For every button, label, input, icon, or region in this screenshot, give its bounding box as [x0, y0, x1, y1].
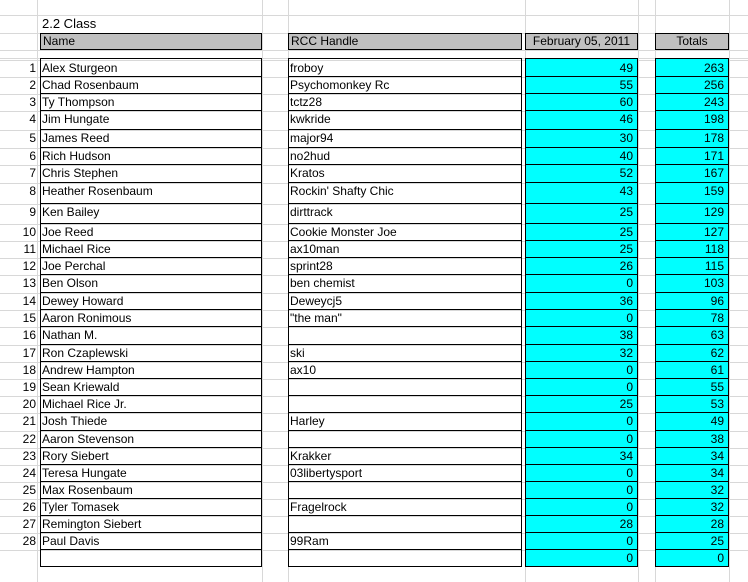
total-cell[interactable]: 129	[703, 205, 724, 219]
date-score-cell[interactable]: 32	[619, 346, 633, 360]
gridline-vertical	[729, 0, 730, 582]
name-cell[interactable]: Aaron Stevenson	[42, 432, 135, 446]
name-cell[interactable]: Teresa Hungate	[42, 466, 127, 480]
name-cell[interactable]: Nathan M.	[42, 328, 98, 342]
name-cell[interactable]: Chad Rosenbaum	[42, 78, 139, 92]
name-cell[interactable]: Aaron Ronimous	[42, 311, 132, 325]
name-cell[interactable]: Ben Olson	[42, 276, 99, 290]
row-number[interactable]: 10	[22, 225, 36, 239]
row-number[interactable]: 13	[22, 276, 36, 290]
rcc-handle-cell[interactable]: Psychomonkey Rc	[290, 78, 390, 92]
rcc-handle-cell[interactable]: Harley	[290, 414, 325, 428]
gridline-vertical	[262, 0, 263, 582]
row-number[interactable]: 2	[29, 78, 36, 92]
total-cell[interactable]: 243	[703, 95, 724, 109]
total-cell[interactable]: 198	[703, 112, 724, 126]
name-cell[interactable]: Josh Thiede	[42, 414, 108, 428]
name-cell[interactable]: Ty Thompson	[42, 95, 115, 109]
row-number[interactable]: 25	[22, 483, 36, 497]
name-cell[interactable]: Remington Siebert	[42, 517, 142, 531]
name-cell[interactable]: Michael Rice Jr.	[42, 397, 127, 411]
row-number[interactable]: 16	[22, 328, 36, 342]
date-score-cell[interactable]: 0	[626, 363, 633, 377]
total-cell[interactable]: 171	[703, 149, 724, 163]
date-score-cell[interactable]: 34	[619, 449, 633, 463]
row-number[interactable]: 23	[22, 449, 36, 463]
rcc-handle-cell[interactable]: Rockin' Shafty Chic	[290, 184, 394, 198]
total-cell[interactable]: 178	[703, 131, 724, 145]
date-score-cell[interactable]: 38	[619, 328, 633, 342]
row-number[interactable]: 20	[22, 397, 36, 411]
date-score-cell[interactable]: 40	[619, 149, 633, 163]
row-number[interactable]: 7	[29, 166, 36, 180]
sheet-title[interactable]: 2.2 Class	[42, 16, 97, 31]
rcc-handle-cell[interactable]: Deweycj5	[290, 294, 343, 308]
date-score-cell[interactable]: 46	[619, 112, 633, 126]
date-score-cell[interactable]: 25	[619, 205, 633, 219]
date-score-cell[interactable]: 25	[619, 242, 633, 256]
date-score-cell[interactable]: 30	[619, 131, 633, 145]
name-cell[interactable]: Paul Davis	[42, 534, 100, 548]
name-cell[interactable]: Sean Kriewald	[42, 380, 120, 394]
row-number[interactable]: 12	[22, 259, 36, 273]
date-score-cell[interactable]: 26	[619, 259, 633, 273]
date-score-cell[interactable]: 43	[619, 184, 633, 198]
total-cell[interactable]: 167	[703, 166, 724, 180]
total-cell[interactable]: 96	[710, 294, 724, 308]
row-number[interactable]: 15	[22, 311, 36, 325]
row-number[interactable]: 21	[22, 414, 36, 428]
date-score-cell[interactable]: 25	[619, 397, 633, 411]
name-cell[interactable]: Max Rosenbaum	[42, 483, 133, 497]
date-score-cell[interactable]: 0	[626, 380, 633, 394]
gridline-vertical	[638, 0, 639, 582]
rcc-handle-cell[interactable]	[289, 516, 521, 533]
total-cell[interactable]: 32	[710, 500, 724, 514]
rcc-handle-cell[interactable]: ski	[290, 346, 305, 360]
date-score-cell[interactable]: 49	[619, 61, 633, 75]
total-cell[interactable]: 0	[717, 551, 724, 565]
rcc-handle-cell[interactable]: Cookie Monster Joe	[290, 225, 397, 239]
date-score-cell[interactable]: 0	[626, 483, 633, 497]
row-number[interactable]: 3	[29, 95, 36, 109]
row-number[interactable]: 27	[22, 517, 36, 531]
date-score-cell[interactable]: 0	[626, 466, 633, 480]
date-score-cell[interactable]: 25	[619, 225, 633, 239]
name-cell[interactable]: Joe Reed	[42, 225, 94, 239]
name-cell[interactable]: Michael Rice	[42, 242, 111, 256]
rcc-handle-cell[interactable]: dirttrack	[290, 205, 333, 219]
rcc-handle-cell[interactable]	[289, 550, 521, 567]
date-score-cell[interactable]: 0	[626, 311, 633, 325]
row-number[interactable]	[0, 550, 36, 567]
rcc-handle-cell[interactable]: Krakker	[290, 449, 332, 463]
rcc-handle-cell[interactable]: sprint28	[290, 259, 333, 273]
rcc-handle-cell[interactable]: Fragelrock	[290, 500, 347, 514]
rcc-handle-cell[interactable]: no2hud	[290, 149, 331, 163]
row-number[interactable]: 4	[29, 112, 36, 126]
total-cell[interactable]: 25	[710, 534, 724, 548]
name-cell[interactable]: Jim Hungate	[42, 112, 110, 126]
row-number[interactable]: 11	[23, 242, 36, 256]
gridline-horizontal	[0, 50, 748, 51]
header-name[interactable]: Name	[40, 33, 262, 50]
date-score-cell[interactable]: 60	[619, 95, 633, 109]
total-cell[interactable]: 78	[710, 311, 724, 325]
date-score-cell[interactable]: 0	[626, 500, 633, 514]
name-cell[interactable]: Andrew Hampton	[42, 363, 135, 377]
total-cell[interactable]: 256	[703, 78, 724, 92]
row-number[interactable]: 19	[22, 380, 36, 394]
name-cell[interactable]: Joe Perchal	[42, 259, 106, 273]
gridline-horizontal	[0, 15, 748, 16]
rcc-handle-cell[interactable]: major94	[290, 131, 334, 145]
total-cell[interactable]: 263	[703, 61, 724, 75]
row-number[interactable]: 6	[29, 149, 36, 163]
row-number[interactable]: 26	[22, 500, 36, 514]
row-number[interactable]: 18	[22, 363, 36, 377]
rcc-handle-cell[interactable]: 99Ram	[290, 534, 329, 548]
date-score-cell[interactable]: 0	[626, 414, 633, 428]
row-number[interactable]: 24	[22, 466, 36, 480]
header-totals[interactable]: Totals	[655, 33, 729, 50]
total-cell[interactable]: 55	[710, 380, 724, 394]
total-cell[interactable]: 53	[710, 397, 724, 411]
rcc-handle-cell[interactable]: froboy	[290, 61, 324, 75]
total-cell[interactable]: 38	[710, 432, 724, 446]
name-cell[interactable]: Tyler Tomasek	[42, 500, 120, 514]
row-number[interactable]: 28	[22, 534, 36, 548]
rcc-handle-cell[interactable]: Kratos	[290, 166, 325, 180]
name-cell[interactable]: Rory Siebert	[42, 449, 109, 463]
rcc-handle-cell[interactable]	[289, 482, 521, 499]
total-cell[interactable]: 34	[710, 466, 724, 480]
rcc-handle-cell[interactable]: kwkride	[290, 112, 331, 126]
total-cell[interactable]: 127	[703, 225, 724, 239]
date-score-cell[interactable]: 52	[619, 166, 633, 180]
header-date[interactable]: February 05, 2011	[525, 33, 638, 50]
row-number[interactable]: 17	[22, 346, 36, 360]
header-rcc-handle[interactable]: RCC Handle	[288, 33, 522, 50]
rcc-handle-cell[interactable]: tctz28	[290, 95, 323, 109]
total-cell[interactable]: 62	[710, 346, 724, 360]
date-score-cell[interactable]: 28	[619, 517, 633, 531]
row-number[interactable]: 8	[29, 184, 36, 198]
gridline-vertical	[37, 0, 38, 582]
row-number[interactable]: 5	[29, 131, 36, 145]
date-score-cell[interactable]: 0	[626, 432, 633, 446]
name-cell[interactable]: Ken Bailey	[42, 205, 100, 219]
rcc-handle-cell[interactable]: "the man"	[290, 311, 342, 325]
total-cell[interactable]: 159	[703, 184, 724, 198]
name-cell[interactable]: Rich Hudson	[42, 149, 111, 163]
total-cell[interactable]: 28	[710, 517, 724, 531]
date-score-cell[interactable]: 0	[626, 276, 633, 290]
date-score-cell[interactable]: 36	[619, 294, 633, 308]
total-cell[interactable]: 63	[710, 328, 724, 342]
name-cell[interactable]: Alex Sturgeon	[42, 61, 118, 75]
total-cell[interactable]: 49	[710, 414, 724, 428]
total-cell[interactable]: 34	[710, 449, 724, 463]
rcc-handle-cell[interactable]: 03libertysport	[290, 466, 363, 480]
total-cell[interactable]: 115	[704, 259, 724, 273]
row-number[interactable]: 1	[29, 61, 36, 75]
total-cell[interactable]: 61	[710, 363, 724, 377]
rcc-handle-cell[interactable]	[289, 379, 521, 396]
rcc-handle-cell[interactable]	[289, 327, 521, 344]
date-score-cell[interactable]: 55	[619, 78, 633, 92]
name-cell[interactable]: Chris Stephen	[42, 166, 119, 180]
total-cell[interactable]: 118	[704, 242, 724, 256]
date-score-cell[interactable]: 0	[626, 534, 633, 548]
name-cell[interactable]: Ron Czaplewski	[42, 346, 129, 360]
rcc-handle-cell[interactable]	[289, 396, 521, 413]
total-cell[interactable]: 32	[710, 483, 724, 497]
row-number[interactable]: 22	[22, 432, 36, 446]
name-cell[interactable]: Dewey Howard	[42, 294, 124, 308]
total-cell[interactable]: 103	[703, 276, 724, 290]
rcc-handle-cell[interactable]: ax10man	[290, 242, 340, 256]
rcc-handle-cell[interactable]: ben chemist	[290, 276, 355, 290]
row-number[interactable]: 14	[22, 294, 36, 308]
name-cell[interactable]	[41, 550, 261, 567]
date-score-cell[interactable]: 0	[626, 551, 633, 565]
rcc-handle-cell[interactable]: ax10	[290, 363, 317, 377]
row-number[interactable]: 9	[29, 205, 36, 219]
name-cell[interactable]: James Reed	[42, 131, 110, 145]
name-cell[interactable]: Heather Rosenbaum	[42, 184, 153, 198]
rcc-handle-cell[interactable]	[289, 431, 521, 448]
